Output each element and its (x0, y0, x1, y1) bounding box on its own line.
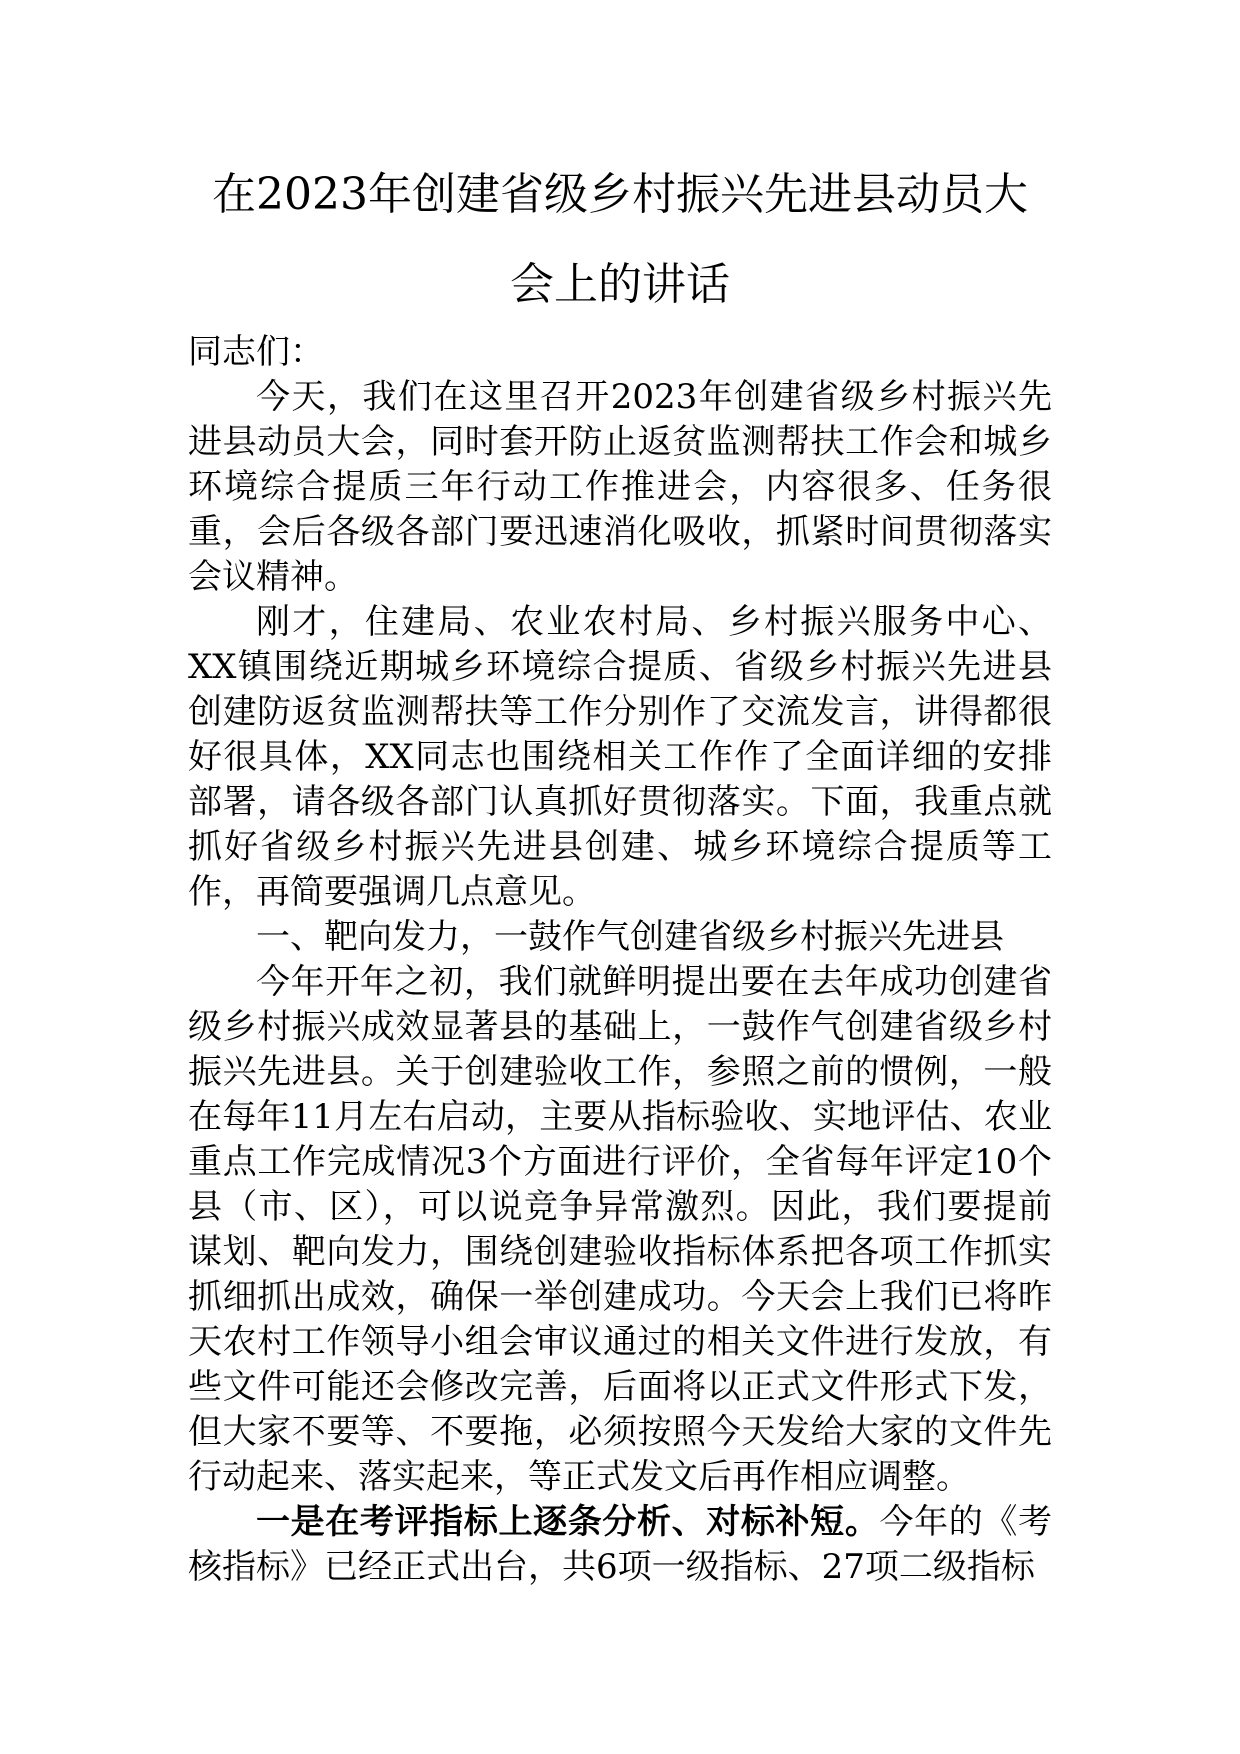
salutation: 同志们： (188, 332, 324, 372)
point-1-text: 今年的《考核指标》已经正式出台，共6项一级指标、27项二级指标 (188, 1502, 1052, 1587)
document-title (188, 150, 1052, 330)
title-line-2: 会上的讲话 (510, 259, 730, 310)
paragraph-review: 刚才，住建局、农业农村局、乡村振兴服务中心、XX镇围绕近期城乡环境综合提质、省级乡村振兴先进县创建防返贫监测帮扶等工作分别作了交流发言，讲得都很好很具体，XX同志也围绕相关工作作了全面详细的安排部署，请各级各部门认真抓好贯彻落实。下面，我重点就抓好省级乡村振兴先进县创建、城乡环境综合提质等工作，再简要强调几点意见。 (188, 602, 1052, 912)
paragraph-opening: 今天，我们在这里召开2023年创建省级乡村振兴先进县动员大会，同时套开防止返贫监测帮扶工作会和城乡环境综合提质三年行动工作推进会，内容很多、任务很重，会后各级各部门要迅速消化吸收，抓紧时间贯彻落实会议精神。 (188, 377, 1052, 597)
paragraph-section-1: 今年开年之初，我们就鲜明提出要在去年成功创建省级乡村振兴成效显著县的基础上，一鼓作气创建省级乡村振兴先进县。关于创建验收工作，参照之前的惯例，一般在每年11月左右启动，主要从指标验收、实地评估、农业重点工作完成情况3个方面进行评价，全省每年评定10个县（市、区），可以说竞争异常激烈。因此，我们要提前谋划、靶向发力，围绕创建验收指标体系把各项工作抓实抓细抓出成效，确保一举创建成功。今天会上我们已将昨天农村工作领导小组会审议通过的相关文件进行发放，有些文件可能还会修改完善，后面将以正式文件形式下发，但大家不要等、不要拖，必须按照今天发给大家的文件先行动起来、落实起来，等正式发文后再作相应调整。 (188, 962, 1052, 1497)
document-page (188, 150, 1052, 1590)
title-line-1: 在2023年创建省级乡村振兴先进县动员大 (212, 169, 1028, 220)
point-1-lead: 一是在考评指标上逐条分析、对标补短。 (256, 1502, 880, 1542)
section-heading-1: 一、靶向发力，一鼓作气创建省级乡村振兴先进县 (256, 917, 1004, 957)
paragraph-point-1 (188, 1500, 1052, 1590)
